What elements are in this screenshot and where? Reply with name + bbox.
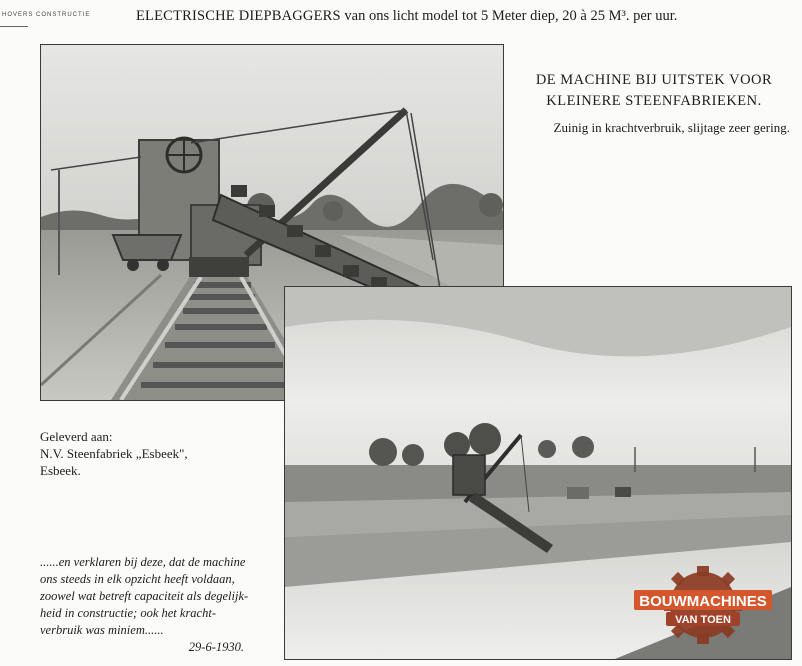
headline-rest: van ons licht model tot 5 Meter diep, 20 à 25 M³. per uur. xyxy=(344,8,678,24)
delivery-company: N.V. Steenfabriek „Esbeek", xyxy=(40,446,188,461)
logo-text-1: BOUWMACHINES xyxy=(639,593,767,610)
delivery-info xyxy=(40,428,188,479)
tagline-line-1: DE MACHINE BIJ UITSTEK VOOR xyxy=(535,72,773,88)
testimonial-line: verbruik was miniem...... xyxy=(40,623,164,637)
tagline xyxy=(520,70,788,112)
corner-rule xyxy=(0,26,28,27)
tagline-sub: Zuinig in krachtverbruik, slijtage zeer gering. xyxy=(553,120,790,135)
logo-text-2: VAN TOEN xyxy=(675,614,731,626)
testimonial-line: ons steeds in elk opzicht heeft voldaan, xyxy=(40,572,235,586)
page-headline xyxy=(136,8,677,25)
delivery-label: Geleverd aan: xyxy=(40,429,113,444)
testimonial-date: 29-6-1930. xyxy=(188,640,244,654)
headline-caps: ELECTRISCHE DIEPBAGGERS xyxy=(136,8,341,24)
corner-imprint: HOVERS CONSTRUCTIE xyxy=(2,12,91,18)
delivery-place: Esbeek. xyxy=(40,463,81,478)
testimonial-line: zoowel wat betreft capaciteit als degelijk- xyxy=(40,589,249,603)
testimonial xyxy=(40,554,272,656)
testimonial-line: ......en verklaren bij deze, dat de machine xyxy=(40,555,246,569)
tagline-line-2: KLEINERE STEENFABRIEKEN. xyxy=(546,93,762,109)
testimonial-line: heid in constructie; ook het kracht- xyxy=(40,606,216,620)
bouwmachines-logo xyxy=(630,566,776,644)
